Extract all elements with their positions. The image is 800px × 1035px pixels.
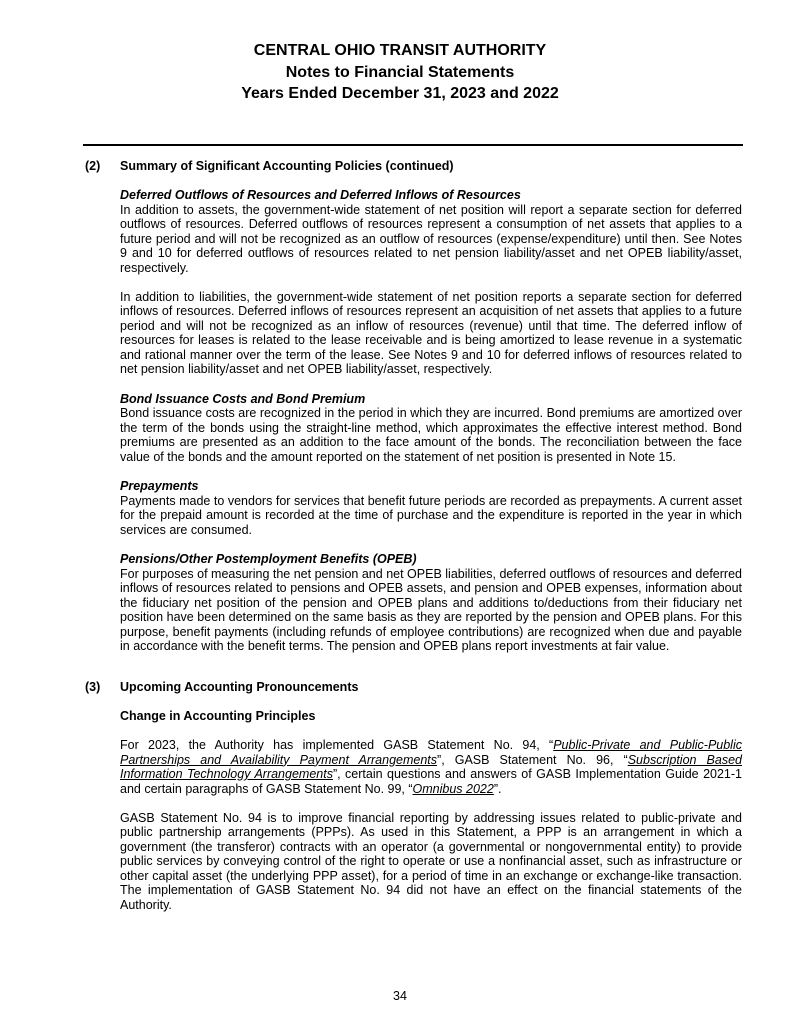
subsection-heading-deferred-outflows: Deferred Outflows of Resources and Deferred Inflows of Resources bbox=[120, 188, 521, 202]
gasb-segment-6: ”. bbox=[493, 781, 502, 796]
gasb-title-94: Public-Private and Public-Public Partnerships and Availability Payment Arrangements bbox=[120, 738, 742, 767]
section-3-body bbox=[120, 709, 742, 912]
section-3-title bbox=[85, 680, 742, 695]
document-body bbox=[85, 159, 742, 913]
horizontal-rule bbox=[83, 144, 743, 146]
paragraph-prepayments: Payments made to vendors for services that benefit future periods are recorded as prepayments. A current asset for the prepaid amount is recorded at the time of purchase and the expenditure is reported in the year in which services are consumed. bbox=[120, 493, 742, 537]
document-header bbox=[0, 0, 800, 105]
gasb-title-96: Subscription Based Information Technology Arrangements bbox=[120, 752, 742, 781]
paragraph-gasb-94-description: GASB Statement No. 94 is to improve financial reporting by addressing issues related to public-private and public partnership arrangements (PPPs). As used in this Statement, a PPP is an arrangement in which a government (the transferor) contracts with an operator (a governmental or nongovernmental entity) to provide public services by conveying control of the right to operate or use a nonfinancial asset, such as infrastructure or other capital asset (the underlying PPP asset), for a period of time in an exchange or exchange-like transaction. The implementation of GASB Statement No. 94 did not have an effect on the financial statements of the Authority. bbox=[120, 810, 742, 912]
subsection-heading-bond-issuance: Bond Issuance Costs and Bond Premium bbox=[120, 391, 366, 406]
gasb-title-omnibus: Omnibus 2022 bbox=[412, 781, 494, 796]
section-3-title-text: Upcoming Accounting Pronouncements bbox=[120, 679, 359, 694]
gasb-segment-4: ”, certain questions and answers of GASB Implementation Guide 2021-1 and certain paragraphs of GASB Statement No. 99, “ bbox=[120, 767, 742, 796]
paragraph-gasb-implemented bbox=[120, 738, 742, 796]
section-2-number: (2) bbox=[85, 158, 101, 173]
section-3-number: (3) bbox=[85, 679, 101, 694]
paragraph-bond-issuance: Bond issuance costs are recognized in the period in which they are incurred. Bond premiums are amortized over the term of the bonds using the straight-line method, which approximates the effective interest method. Bond premiums are presented as an addition to the face amount of the bonds. The reconciliation between the face value of the bonds and the amount reported on the statement of net position is presented in Note 15. bbox=[120, 406, 742, 464]
paragraph-deferred-outflows: In addition to assets, the government-wide statement of net position will report a separate section for deferred outflows of resources. Deferred outflows of resources represent a consumption of net assets that applies to a future period and will not be recognized as an outflow of resources (expense/expenditure) until then. See Notes 9 and 10 for deferred outflows of resources related to net pension liability/asset and net OPEB liability/asset, respectively. bbox=[120, 202, 742, 275]
doc-subtitle-dates: Years Ended December 31, 2023 and 2022 bbox=[241, 85, 559, 102]
paragraph-pensions-opeb: For purposes of measuring the net pension and net OPEB liabilities, deferred outflows of resources and deferred inflows of resources related to pensions and OPEB assets, and pension and OPEB expenses, information about the fiduciary net position of the pension and OPEB plans and additions to/deductions from their fiduciary net position have been determined on the same basis as they are reported by the pension and OPEB plans. For this purpose, benefit payments (including refunds of employee contributions) are recognized when due and payable in accordance with the benefit terms. The pension and OPEB plans report investments at fair value. bbox=[120, 566, 742, 653]
subsection-heading-prepayments: Prepayments bbox=[120, 479, 199, 493]
section-2-title bbox=[85, 159, 742, 174]
gasb-segment-2: ”, GASB Statement No. 96, “ bbox=[437, 752, 628, 767]
page-number: 34 bbox=[393, 989, 407, 1003]
paragraph-deferred-inflows: In addition to liabilities, the government-wide statement of net position reports a separate section for deferred inflows of resources. Deferred inflows of resources represent an acquisition of net assets that applies to a future period and will not be recognized as an inflow of resources (revenue) until that time. The deferred inflow of resources for leases is related to the lease receivable and is being amortized to lease revenue in a systematic and rational manner over the term of the lease. See Notes 9 and 10 for deferred inflows of resources related to net pension liability/asset and net OPEB liability/asset, respectively. bbox=[120, 289, 742, 376]
page-title: CENTRAL OHIO TRANSIT AUTHORITY bbox=[253, 42, 547, 59]
section-2-title-text: Summary of Significant Accounting Policies (continued) bbox=[120, 158, 454, 173]
gasb-segment-0: For 2023, the Authority has implemented GASB Statement No. 94, “ bbox=[120, 738, 554, 752]
subsection-heading-change-in-principles: Change in Accounting Principles bbox=[120, 709, 316, 723]
doc-subtitle: Notes to Financial Statements bbox=[285, 63, 515, 81]
subsection-heading-pensions-opeb: Pensions/Other Postemployment Benefits (OPEB) bbox=[120, 552, 417, 566]
section-2-body bbox=[120, 188, 742, 654]
